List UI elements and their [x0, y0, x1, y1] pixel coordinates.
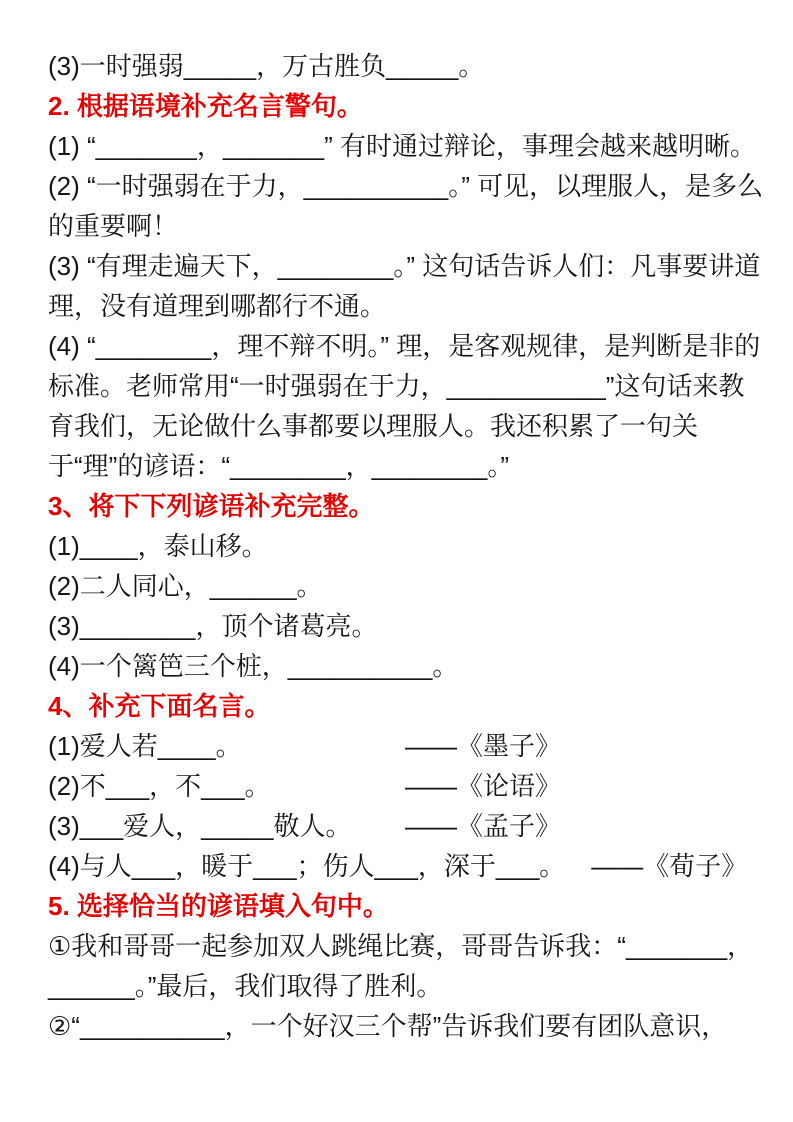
section-4-item-2-source: ——《论语》: [405, 771, 562, 801]
section-4-item-1-source: ——《墨子》: [405, 731, 562, 761]
section-4-item-3-text: (3)___爱人，_____敬人。: [48, 811, 352, 841]
section-4-item-4: [48, 846, 765, 886]
section-4-item-3-source: ——《孟子》: [405, 811, 562, 841]
section-3-item-4: (4)一个篱笆三个桩，__________。: [48, 651, 459, 681]
section-2-item-1: (1) “_______，_______” 有时通过辩论，事理会越来越明晰。: [48, 131, 756, 161]
section-4-item-4-text: (4)与人___，暖于___；伤人___，深于___。: [48, 851, 566, 881]
section-3-item-1: (1)____，泰山移。: [48, 531, 268, 561]
section-4-item-1-text: (1)爱人若____。: [48, 731, 242, 761]
section-5-item-1: ①我和哥哥一起参加双人跳绳比赛，哥哥告诉我：“_______，______。”最后，我们取得了胜利。: [48, 931, 754, 1001]
section-4-item-2-text: (2)不___，不___。: [48, 771, 271, 801]
section-3-item-3: (3)________，顶个诸葛亮。: [48, 611, 378, 641]
section-4-item-1: [48, 726, 765, 766]
section-4-item-4-source: ——《荀子》: [591, 851, 748, 881]
section-4-heading: 4、补充下面名言。: [48, 691, 271, 721]
section-2-item-3: (3) “有理走遍天下，________。” 这句话告诉人们：凡事要讲道理，没有道理到哪都行不通。: [48, 251, 761, 321]
section-5-heading: 5. 选择恰当的谚语填入句中。: [48, 891, 389, 921]
section-4-item-3: [48, 806, 765, 846]
section-5-item-2: ②“__________，一个好汉三个帮”告诉我们要有团队意识，: [48, 1011, 728, 1041]
section-3-item-2: (2)二人同心，______。: [48, 571, 323, 601]
section-2-item-2: (2) “一时强弱在于力，__________。” 可见，以理服人，是多么的重要啊！: [48, 171, 764, 241]
question-1-item-3: (3)一时强弱_____，万古胜负_____。: [48, 51, 485, 81]
section-3-heading: 3、将下下列谚语补充完整。: [48, 491, 375, 521]
section-2-item-4: (4) “________，理不辩不明。” 理，是客观规律，是判断是非的标准。老师常用“一时强弱在于力，___________”这句话来教育我们，无论做什么事都要以理服人。我还积累了一句关于“理”的谚语：“________，________。”: [48, 331, 761, 481]
section-4-item-2: [48, 766, 765, 806]
section-2-heading: 2. 根据语境补充名言警句。: [48, 91, 363, 121]
